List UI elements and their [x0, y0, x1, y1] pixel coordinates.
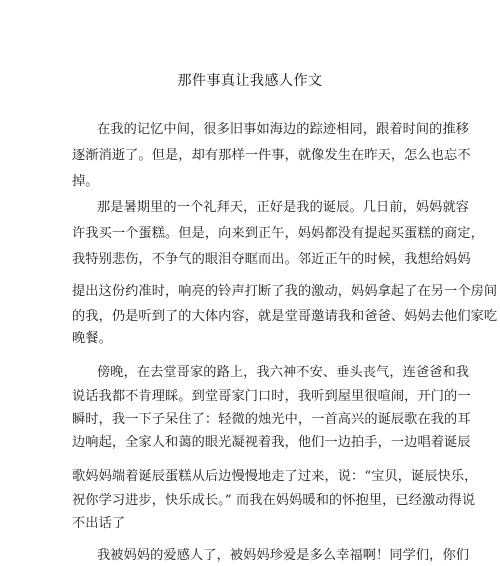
page-title: 那件事真让我感人作文 — [177, 73, 323, 89]
paragraph-line: 晚餐。 — [72, 331, 112, 346]
paragraph-line: 我特别悲伤，不争气的眼泪夺眶而出。邻近正午的时候，我想给妈妈 — [72, 252, 471, 267]
paragraph-line: 提出这份约准时，响亮的铃声打断了我的激动，妈妈拿起了在另一个房间 — [72, 284, 498, 299]
paragraph-line: 不出话了 — [72, 516, 126, 531]
paragraph-line: 歌妈妈端着诞辰蛋糕从后边慢慢地走了过来，说：“宝贝，诞辰快乐， — [72, 469, 478, 484]
paragraph-line: 的我，仍是听到了的大体内容，就是堂哥邀请我和爸爸、妈妈去他们家吃 — [72, 309, 498, 324]
paragraph-line: 那是暑期里的一个礼拜天，正好是我的诞辰。几日前，妈妈就容 — [97, 200, 470, 215]
paragraph-line: 许我买一个蛋糕。但是，向来到正午，妈妈都没有提起买蛋糕的商定， — [72, 226, 484, 241]
paragraph-line: 在我的记忆中间，很多旧事如海边的踪迹相同，跟着时间的推移 — [97, 122, 470, 137]
paragraph-line: 祝你学习进步，快乐成长。” 而我在妈妈暖和的怀抱里，已经激动得说 — [72, 493, 476, 508]
paragraph-line: 傍晚，在去堂哥家的路上，我六神不安、垂头丧气，连爸爸和我 — [97, 365, 470, 380]
paragraph-line: 说话我都不肯理睬。到堂哥家门口时，我听到屋里很喧闹，开门的一 — [72, 389, 471, 404]
paragraph-line: 边响起，全家人和蔼的眼光凝视着我，他们一边拍手，一边唱着诞辰 — [72, 435, 471, 450]
paragraph-line: 我被妈妈的爱感人了，被妈妈珍爱是多么幸福啊！同学们，你们 — [97, 548, 470, 563]
paragraph-line: 逐渐消逝了。但是，却有那样一件事，就像发生在昨天，怎么也忘不 — [72, 148, 471, 163]
paragraph-line: 掉。 — [72, 174, 99, 189]
paragraph-line: 瞬时，我一下子呆住了：轻微的烛光中，一首高兴的诞辰歌在我的耳 — [72, 412, 471, 427]
